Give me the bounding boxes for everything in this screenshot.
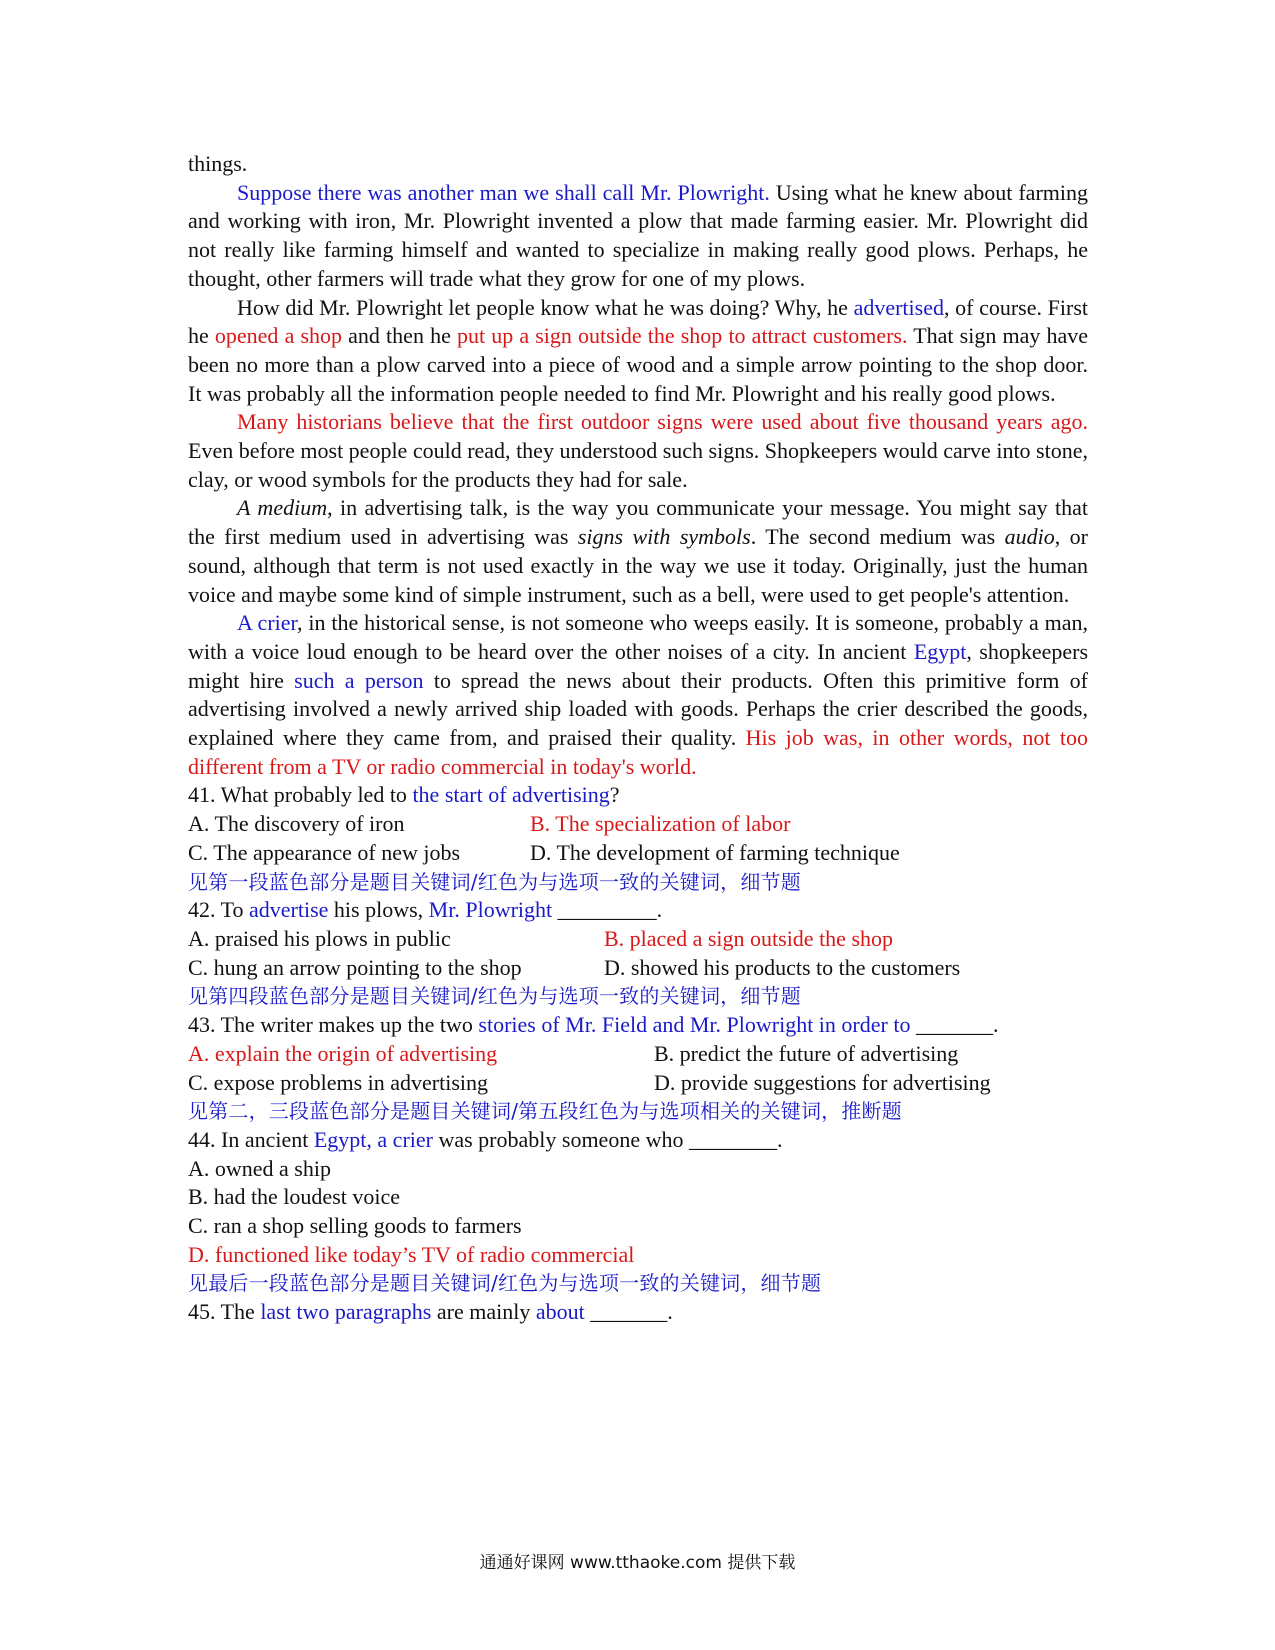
question-43-note: 见第二，三段蓝色部分是题目关键词/第五段红色为与选项相关的关键词，推断题 [188,1099,902,1124]
option-d: D. The development of farming technique [530,839,900,865]
question-41-note: 见第一段蓝色部分是题目关键词/红色为与选项一致的关键词，细节题 [188,869,801,894]
option-d: D. showed his products to the customers [604,954,961,980]
option-d-correct: D. functioned like today’s TV of radio commercial [188,1241,635,1267]
keyword-highlight: Suppose there was another man we shall call Mr. Plowright. [237,179,770,205]
page-footer: 通通好课网 www.tthaoke.com 提供下载 [479,1553,796,1573]
option-a: A. owned a ship [188,1155,331,1181]
option-b-correct: B. placed a sign outside the shop [604,925,894,951]
keyword-highlight: A crier [237,610,297,636]
question-43-options-row-1 [188,1040,1088,1069]
answer-highlight: put up a sign outside the shop to attract customers. [456,323,908,349]
answer-highlight: Many historians believe that the first outdoor signs were used about five thousand years ago. [237,409,1088,435]
question-42-stem: 42. To advertise his plows, Mr. Plowright _________. [188,897,663,923]
question-43-stem: 43. The writer makes up the two stories of Mr. Field and Mr. Plowright in order to _______. [188,1012,999,1038]
paragraph-mr-plowright: Suppose there was another man we shall call Mr. Plowright. Using what he knew about farming and working with iron, Mr. Plowright invented a plow that made farming easier. Mr. Plowright did not really like farming himself and wanted to specialize in making really good plows. Perhaps, he thought, other farmers will trade what they grow for one of my plows. [188,179,1088,291]
keyword-highlight: Egypt [913,638,967,664]
option-a: A. praised his plows in public [188,925,451,951]
document-body [188,150,1088,1327]
option-c: C. expose problems in advertising [188,1069,489,1095]
question-42-note: 见第四段蓝色部分是题目关键词/红色为与选项一致的关键词，细节题 [188,984,801,1009]
question-44-note: 见最后一段蓝色部分是题目关键词/红色为与选项一致的关键词，细节题 [188,1271,822,1296]
option-b-correct: B. The specialization of labor [530,811,791,837]
question-45-stem: 45. The last two paragraphs are mainly about _______. [188,1299,673,1325]
question-42-options-row-1 [188,925,1088,954]
option-b: B. had the loudest voice [188,1184,401,1210]
question-42-options-row-2 [188,954,1088,983]
option-b: B. predict the future of advertising [654,1040,959,1066]
keyword-highlight: advertised [853,294,944,320]
option-c: C. hung an arrow pointing to the shop [188,954,522,980]
paragraph-advertising-shop: How did Mr. Plowright let people know what he was doing? Why, he advertised, of course. First he opened a shop and then he put up a sign outside the shop to attract customers. That sign may have been no more than a plow carved into a piece of wood and a simple arrow pointing to the shop door. It was probably all the information people needed to find Mr. Plowright and his really good plows. [188,294,1089,406]
option-a-correct: A. explain the origin of advertising [188,1040,498,1066]
paragraph-crier: A crier, in the historical sense, is not someone who weeps easily. It is someone, probably a man, with a voice loud enough to be heard over the other noises of a city. In ancient Egypt, shopkeepers might hire such a person to spread the news about their products. Often this primitive form of advertising involved a newly arrived ship loaded with goods. Perhaps the crier described the goods, explained where they came from, and praised their quality. His job was, in other words, not too different from a TV or radio commercial in today's world. [188,610,1089,779]
answer-highlight: His job was, in other words, not too different from a TV or radio commercial in today's world. [188,725,1089,779]
option-c: C. ran a shop selling goods to farmers [188,1213,522,1239]
option-a: A. The discovery of iron [188,811,405,837]
question-41-stem: 41. What probably led to the start of advertising? [188,782,620,808]
option-c: C. The appearance of new jobs [188,839,461,865]
option-d: D. provide suggestions for advertising [654,1069,991,1095]
paragraph-outdoor-signs: Many historians believe that the first outdoor signs were used about five thousand years ago. Even before most people could read, they understood such signs. Shopkeepers would carve into stone, clay, or wood symbols for the products they had for sale. [188,409,1088,492]
paragraph-continuation: things. [188,151,248,176]
question-41-options-row-1 [188,810,1088,839]
answer-highlight: opened a shop [214,323,343,349]
keyword-highlight: such a person [294,667,424,693]
question-43-options-row-2 [188,1069,1088,1098]
question-44-stem: 44. In ancient Egypt, a crier was probably someone who ________. [188,1126,783,1152]
paragraph-medium: A medium, in advertising talk, is the way you communicate your message. You might say that the first medium used in advertising was signs with symbols. The second medium was audio, or sound, although that term is not used exactly in the way we use it today. Originally, just the human voice and maybe some kind of simple instrument, such as a bell, were used to get people's attention. [188,495,1088,607]
question-41-options-row-2 [188,839,1088,868]
